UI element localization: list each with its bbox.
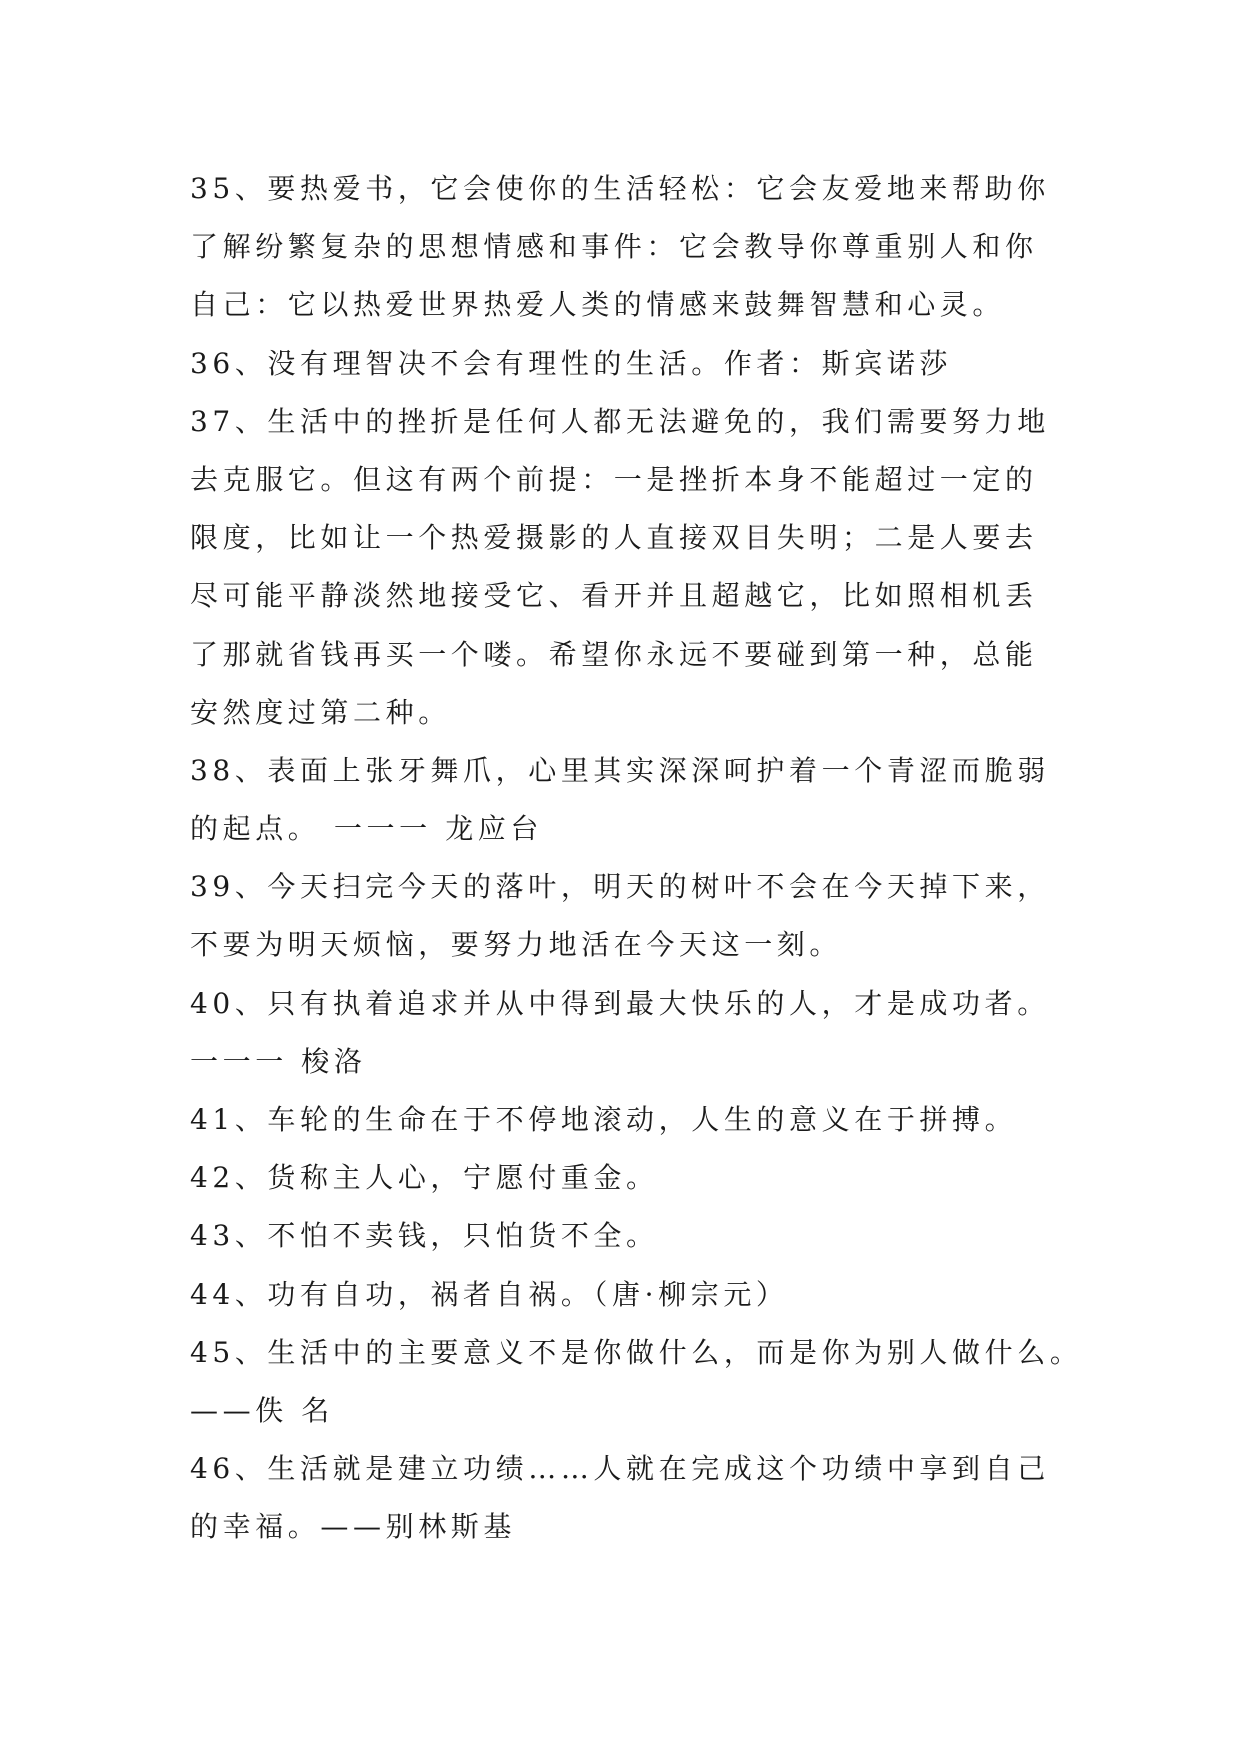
text-line: 44、功有自功，祸者自祸。（唐·柳宗元）: [190, 1277, 789, 1311]
text-line: 35、要热爱书，它会使你的生活轻松：它会友爱地来帮助你: [190, 172, 1050, 205]
text-line: 一一一 梭洛: [190, 1044, 367, 1078]
text-line: 了解纷繁复杂的思想情感和事件：它会教导你尊重别人和你: [190, 230, 1038, 264]
text-line: 了那就省钱再买一个喽。希望你永远不要碰到第一种，总能: [190, 637, 1038, 671]
text-line: 的幸福。——别林斯基: [190, 1510, 517, 1544]
text-line: 46、生活就是建立功绩……人就在完成这个功绩中享到自己: [190, 1452, 1050, 1486]
text-line: 40、只有执着追求并从中得到最大快乐的人，才是成功者。: [190, 986, 1050, 1020]
text-line: 不要为明天烦恼，要努力地活在今天这一刻。: [190, 928, 843, 962]
text-line: 41、车轮的生命在于不停地滚动，人生的意义在于拼搏。: [190, 1103, 1018, 1136]
text-line: 38、表面上张牙舞爪，心里其实深深呵护着一个青涩而脆弱: [190, 753, 1050, 787]
text-line: 36、没有理智决不会有理性的生活。作者：斯宾诺莎: [190, 346, 953, 380]
text-line: ——佚 名: [190, 1393, 334, 1427]
text-line: 37、生活中的挫折是任何人都无法避免的，我们需要努力地: [190, 404, 1050, 438]
text-line: 的起点。 一一一 龙应台: [190, 812, 544, 846]
text-line: 42、货称主人心，宁愿付重金。: [190, 1161, 659, 1195]
text-line: 限度，比如让一个热爱摄影的人直接双目失明；二是人要去: [190, 521, 1038, 555]
text-line: 39、今天扫完今天的落叶，明天的树叶不会在今天掉下来，: [190, 870, 1050, 904]
text-line: 安然度过第二种。: [190, 695, 451, 729]
text-line: 去克服它。但这有两个前提：一是挫折本身不能超过一定的: [190, 462, 1038, 496]
text-line: 45、生活中的主要意义不是你做什么，而是你为别人做什么。: [190, 1335, 1083, 1369]
text-line: 43、不怕不卖钱，只怕货不全。: [190, 1219, 659, 1253]
text-line: 尽可能平静淡然地接受它、看开并且超越它，比如照相机丢: [190, 579, 1038, 613]
text-line: 自己：它以热爱世界热爱人类的情感来鼓舞智慧和心灵。: [190, 288, 1006, 322]
quote-list: [190, 160, 1090, 1557]
